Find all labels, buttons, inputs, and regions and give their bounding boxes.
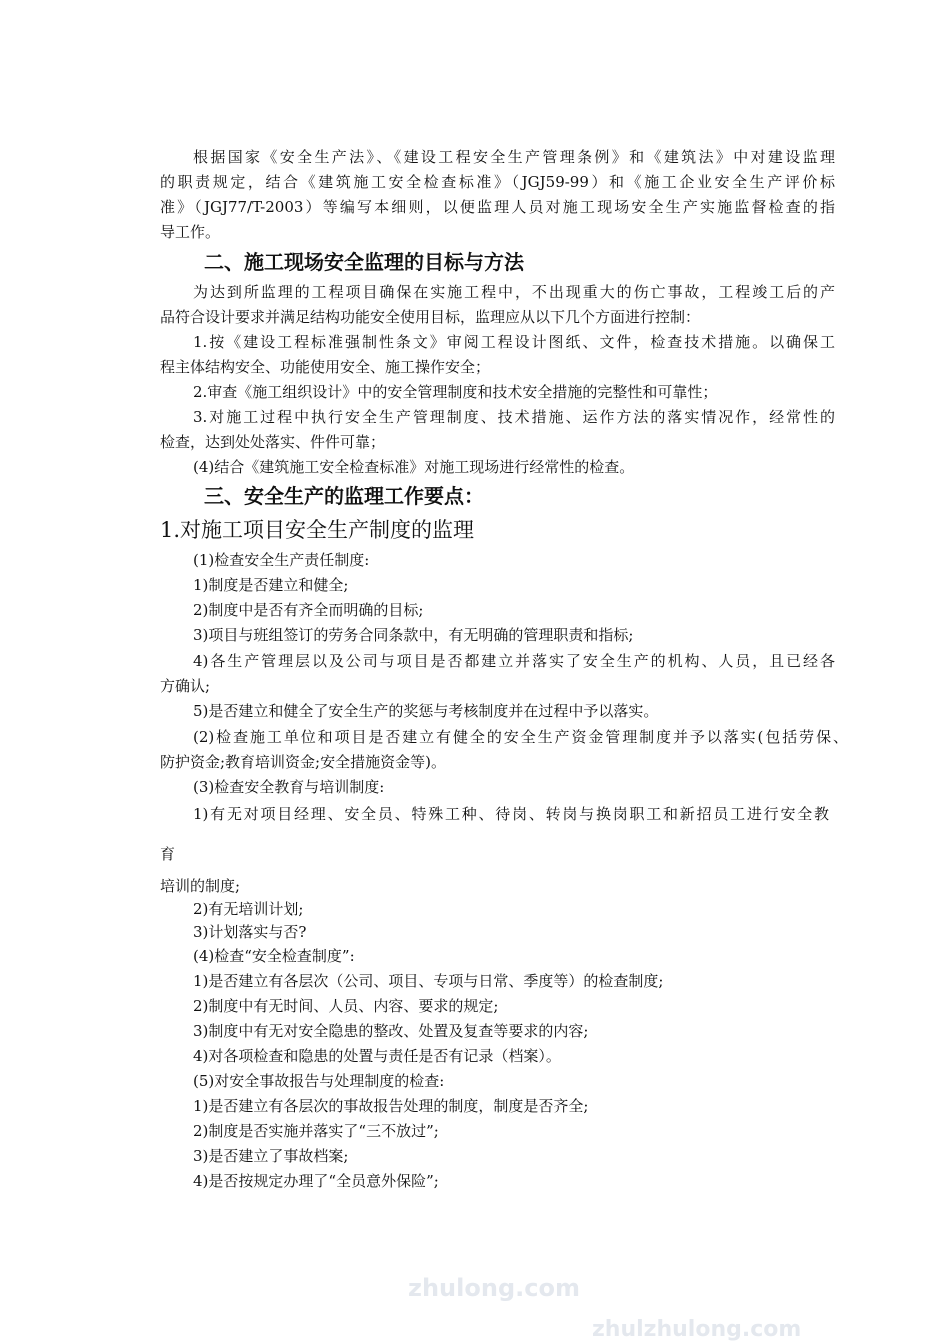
item-a-5: 5)是否建立和健全了安全生产的奖惩与考核制度并在过程中予以落实。 [193,702,659,720]
section-2-para-line-2: 品符合设计要求并满足结构功能安全使用目标，监理应从以下几个方面进行控制： [160,308,701,326]
item-a-4-line-2: 方确认; [160,677,211,695]
item-d-heading: (4)检查“安全检查制度”: [193,947,355,965]
section-2-heading: 二、施工现场安全监理的目标与方法 [204,250,524,274]
intro-line-2: 的职责规定，结合《建筑施工安全检查标准》（JGJ59-99）和《施工企业安全生产评价标 [160,173,835,191]
item-e-4: 4)是否按规定办理了“全员意外保险”; [193,1172,439,1190]
item-c-3: 3)计划落实与否? [193,923,307,941]
item-a-heading: (1)检查安全生产责任制度: [193,551,370,569]
watermark-text-corner: zhulzhulong.com [592,1317,802,1342]
item-a-2: 2)制度中是否有齐全而明确的目标; [193,601,424,619]
item-a-1: 1)制度是否建立和健全; [193,576,349,594]
item-c-1-line-3: 培训的制度; [160,877,241,895]
section-2-item-1-line-2: 程主体结构安全、功能使用安全、施工操作安全； [160,358,491,376]
section-2-item-3-line-2: 检查，达到处处落实、件件可靠； [160,433,386,451]
section-2-para-line-1: 为达到所监理的工程项目确保在实施工程中，不出现重大的伤亡事故，工程竣工后的产 [193,283,835,301]
item-d-1: 1)是否建立有各层次（公司、项目、专项与日常、季度等）的检查制度; [193,972,664,990]
item-b-line-2: 防护资金;教育培训资金;安全措施资金等)。 [160,753,446,771]
item-b-line-1: (2)检查施工单位和项目是否建立有健全的安全生产资金管理制度并予以落实(包括劳保、 [193,728,848,746]
item-c-1-line-1: 1)有无对项目经理、安全员、特殊工种、待岗、转岗与换岗职工和新招员工进行安全教 [193,805,829,823]
item-e-2: 2)制度是否实施并落实了“三不放过”; [193,1122,439,1140]
item-c-heading: (3)检查安全教育与培训制度: [193,778,385,796]
item-e-heading: (5)对安全事故报告与处理制度的检查: [193,1072,445,1090]
section-3-subheading: 1.对施工项目安全生产制度的监理 [160,518,475,542]
item-a-4-line-1: 4)各生产管理层以及公司与项目是否都建立并落实了安全生产的机构、人员，且已经各 [193,652,835,670]
item-d-3: 3)制度中有无对安全隐患的整改、处置及复查等要求的内容; [193,1022,589,1040]
item-c-1-line-2: 育 [160,845,176,863]
item-c-2: 2)有无培训计划; [193,900,304,918]
section-2-item-3-line-1: 3.对施工过程中执行安全生产管理制度、技术措施、运作方法的落实情况作，经常性的 [193,408,835,426]
watermark-text: zhulong.com [408,1274,580,1302]
intro-line-1: 根据国家《安全生产法》、《建设工程安全生产管理条例》和《建筑法》中对建设监理 [193,148,835,166]
item-d-4: 4)对各项检查和隐患的处置与责任是否有记录（档案）。 [193,1047,561,1065]
section-2-item-2: 2.审查《施工组织设计》中的安全管理制度和技术安全措施的完整性和可靠性； [193,383,718,401]
intro-line-3: 准》（JGJ77/T-2003）等编写本细则，以便监理人员对施工现场安全生产实施监督检查的指 [160,198,835,216]
item-e-1: 1)是否建立有各层次的事故报告处理的制度，制度是否齐全; [193,1097,589,1115]
section-2-item-1-line-1: 1.按《建设工程标准强制性条文》审阅工程设计图纸、文件，检查技术措施。以确保工 [193,333,835,351]
item-d-2: 2)制度中有无时间、人员、内容、要求的规定; [193,997,499,1015]
item-a-3: 3)项目与班组签订的劳务合同条款中，有无明确的管理职责和指标; [193,626,634,644]
item-e-3: 3)是否建立了事故档案; [193,1147,349,1165]
section-2-item-4: (4)结合《建筑施工安全检查标准》对施工现场进行经常性的检查。 [193,458,635,476]
section-3-heading: 三、安全生产的监理工作要点： [204,484,484,508]
intro-line-4: 导工作。 [160,223,221,241]
